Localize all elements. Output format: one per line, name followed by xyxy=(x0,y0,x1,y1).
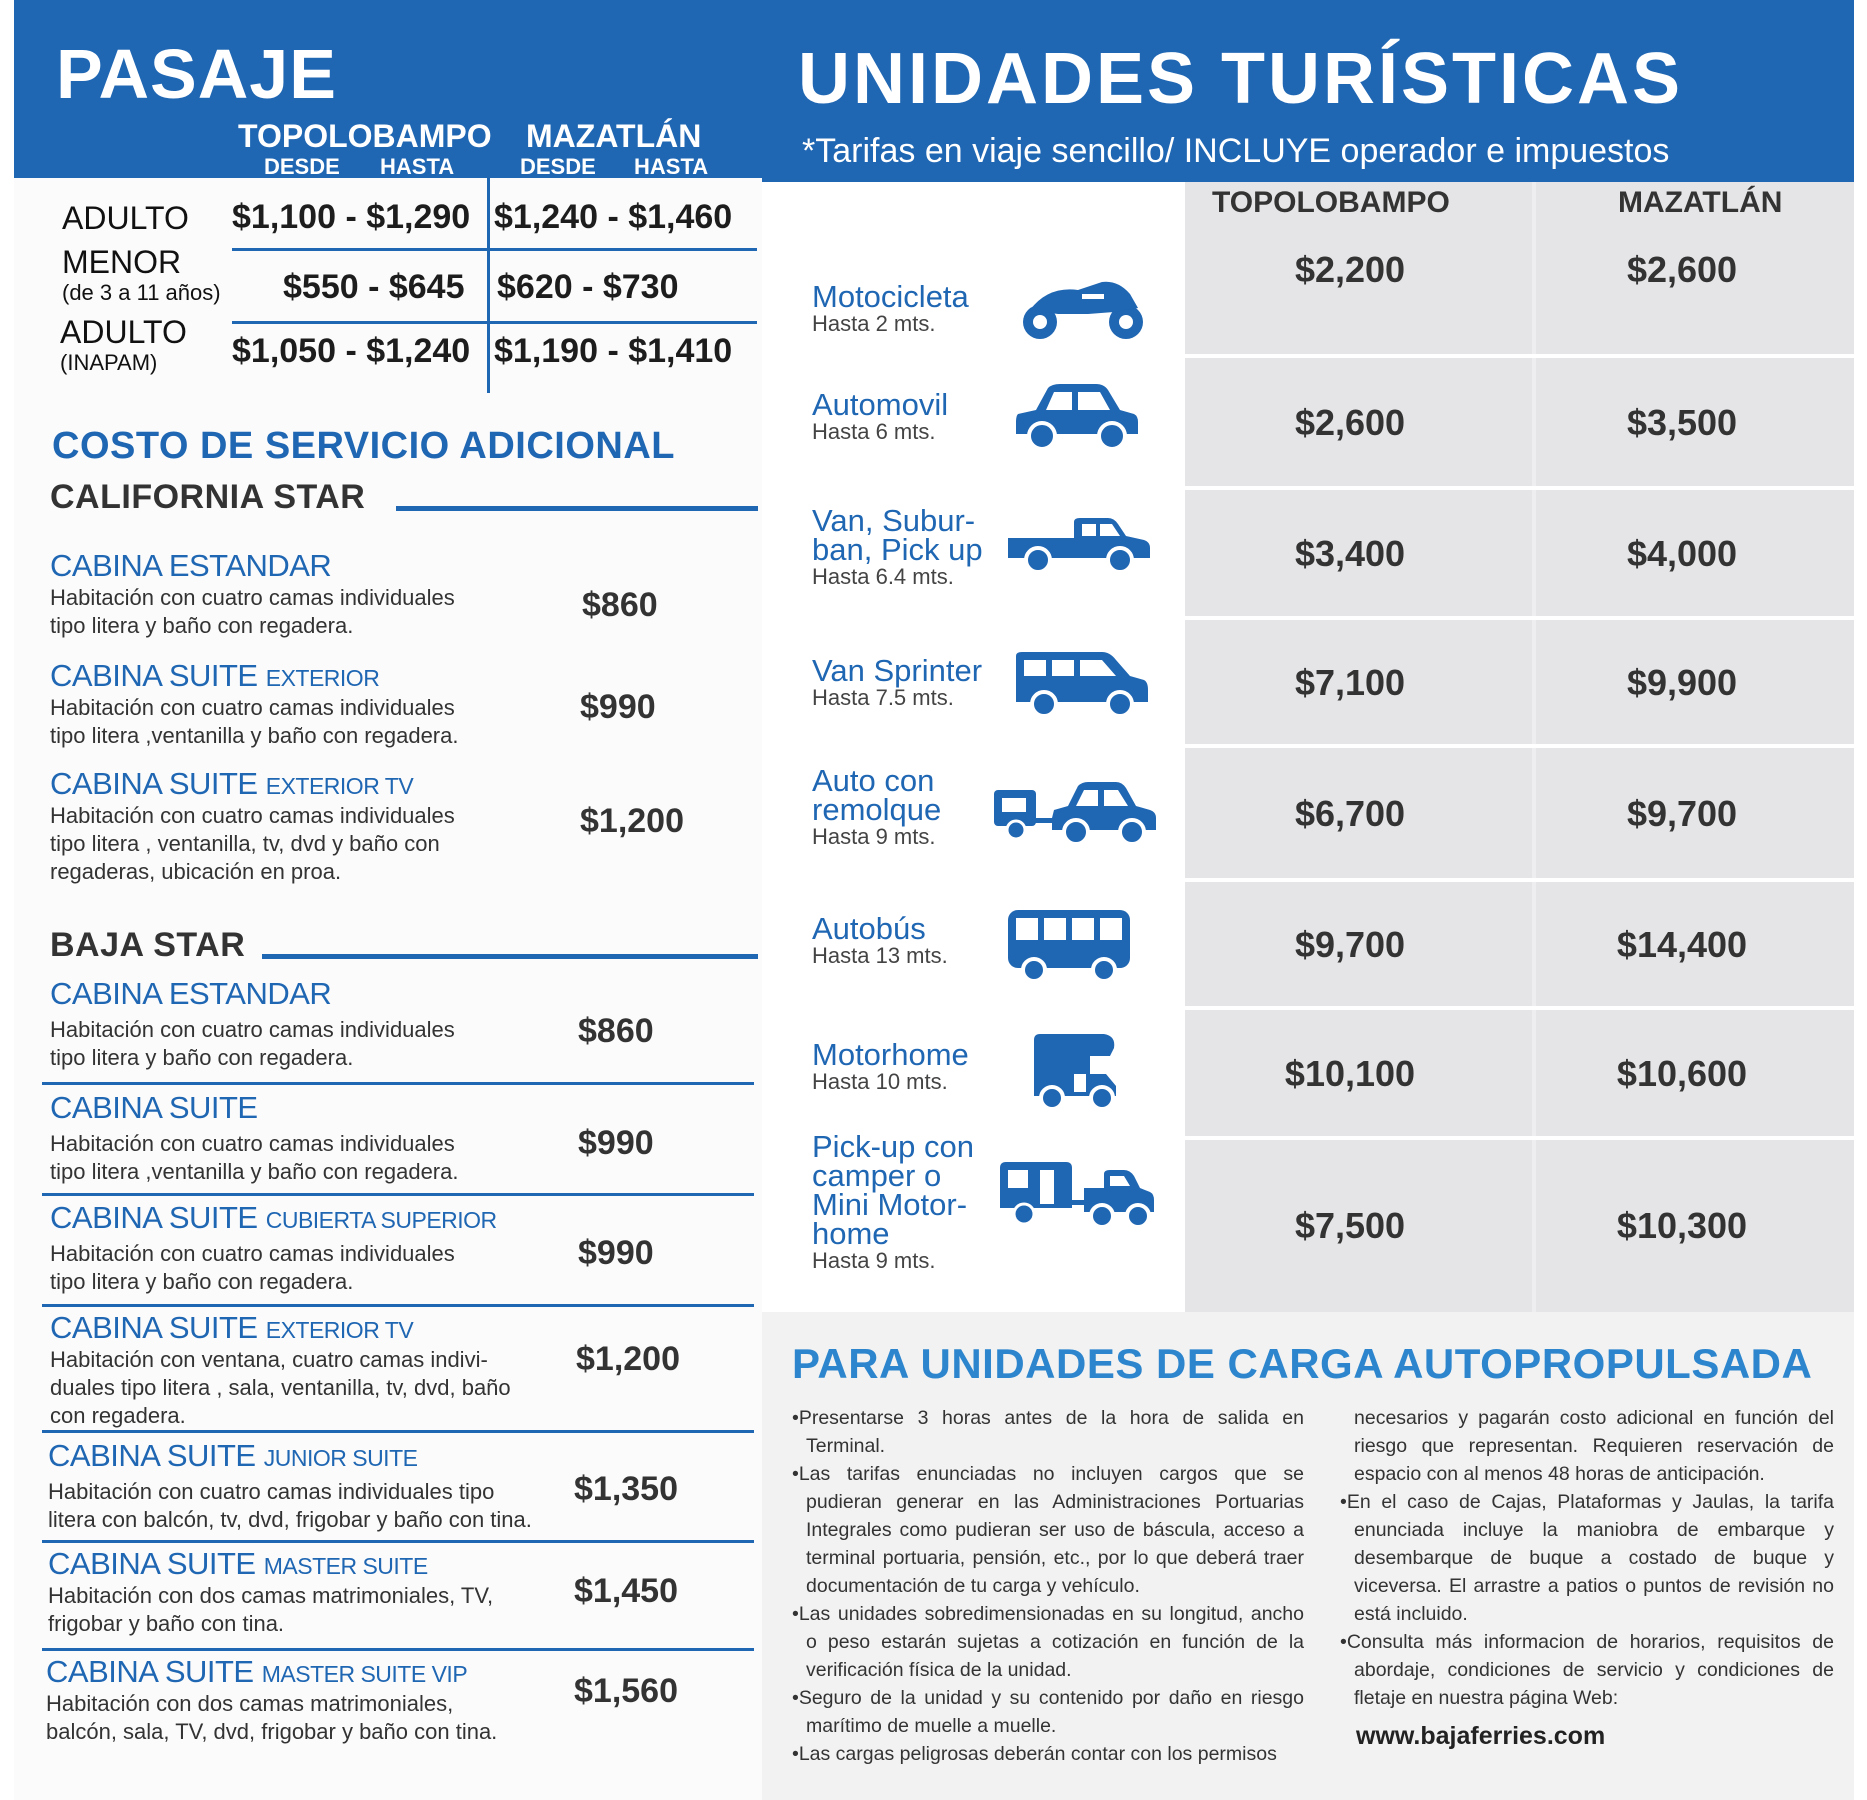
fare-label: MENOR xyxy=(62,244,182,280)
cabin-name: CABINA SUITE MASTER SUITE VIP xyxy=(46,1654,468,1689)
cabin-name: CABINA ESTANDAR xyxy=(50,548,332,583)
vehicle-length: Hasta 9 mts. xyxy=(812,824,936,849)
cabin-price: $1,450 xyxy=(574,1572,678,1610)
carga-title: PARA UNIDADES DE CARGA AUTOPROPULSADA xyxy=(792,1340,1813,1387)
price-mazatlan: $10,600 xyxy=(1616,1053,1748,1094)
pasaje-title: PASAJE xyxy=(56,35,337,113)
cabin-name: CABINA SUITE EXTERIOR TV xyxy=(50,766,414,801)
vehicle-label xyxy=(812,911,1012,969)
fare-maz: $1,240 - $1,460 xyxy=(494,198,733,236)
camper-icon xyxy=(996,1158,1156,1232)
fare-topo: $1,050 - $1,240 xyxy=(232,332,471,370)
cabin-separator xyxy=(42,1540,754,1543)
carga-bullet: •Consulta más informacion de horarios, requisitos de abordaje, condiciones de servicio y condiciones de fletaje en nuestra página Web: xyxy=(1340,1631,1834,1709)
cabin-item xyxy=(50,1310,760,1430)
fare-maz: $620 - $730 xyxy=(497,268,679,306)
price-row-separator xyxy=(1185,616,1854,620)
fare-row-divider xyxy=(232,321,757,324)
price-mazatlan: $3,500 xyxy=(1626,402,1738,443)
cabin-separator xyxy=(42,1304,754,1307)
cabin-price: $860 xyxy=(582,586,658,624)
fare-row-divider xyxy=(232,248,757,251)
price-row-separator xyxy=(1185,486,1854,490)
price-topolobampo: $7,500 xyxy=(1294,1205,1406,1246)
fare-label: ADULTO xyxy=(62,200,189,236)
cabin-name: CABINA SUITE MASTER SUITE xyxy=(48,1546,428,1581)
carga-section xyxy=(762,1312,1854,1800)
vehicle-name: Van Sprinter xyxy=(812,653,983,688)
cabin-item xyxy=(50,1090,760,1186)
cabin-item xyxy=(50,658,760,750)
cabin-name: CABINA SUITE EXTERIOR TV xyxy=(50,1310,414,1345)
cabin-name: CABINA SUITE EXTERIOR xyxy=(50,658,380,693)
maz-desde: DESDE xyxy=(520,154,596,179)
vehicle-label xyxy=(812,1129,1012,1274)
vehicle-name: Motorhome xyxy=(812,1037,969,1072)
car-icon xyxy=(1012,380,1142,452)
cabin-price: $990 xyxy=(578,1234,654,1272)
cabin-desc: Habitación con cuatro camas individuales tipo litera con balcón, tv, dvd, frigobar y baño con tina. xyxy=(48,1479,532,1532)
price-topolobampo: $9,700 xyxy=(1294,924,1406,965)
price-topolobampo: $7,100 xyxy=(1294,662,1406,703)
price-topolobampo: $6,700 xyxy=(1294,793,1406,834)
cabin-item xyxy=(50,1200,760,1296)
price-row-separator xyxy=(1185,1006,1854,1010)
vehicle-name: home xyxy=(812,1216,890,1251)
carga-bullet: •Las unidades sobredimensionadas en su longitud, ancho o peso estarán sujetas a cotización en función de la verificación física de la unidad. xyxy=(792,1603,1304,1681)
cabin-desc: Habitación con cuatro camas individuales tipo litera y baño con regadera. xyxy=(50,1017,455,1070)
route-mazatlan: MAZATLÁN xyxy=(526,118,702,154)
vehicle-length: Hasta 9 mts. xyxy=(812,1248,936,1273)
vehicle-name: ban, Pick up xyxy=(812,532,983,567)
unidades-title: UNIDADES TURÍSTICAS xyxy=(798,39,1684,119)
price-row-separator xyxy=(1185,1136,1854,1140)
vehicle-label xyxy=(812,763,1012,850)
cabin-separator xyxy=(42,1648,754,1651)
carga-bullet: •Presentarse 3 horas antes de la hora de salida en Terminal. xyxy=(792,1407,1304,1457)
topo-hasta: HASTA xyxy=(380,154,455,179)
cabin-item xyxy=(50,548,760,640)
unidades-header xyxy=(762,0,1854,182)
vehicle-name: Automovil xyxy=(812,387,949,422)
carga-bullet: •Seguro de la unidad y su contenido por daño en riesgo marítimo de muelle a muelle. xyxy=(792,1687,1304,1737)
cabin-price: $1,350 xyxy=(574,1470,678,1508)
ship-title-california: CALIFORNIA STAR xyxy=(50,478,366,516)
vehicle-length: Hasta 7.5 mts. xyxy=(812,685,954,710)
cabin-separator xyxy=(42,1430,754,1433)
fare-topo: $550 - $645 xyxy=(283,268,465,306)
price-mazatlan: $9,900 xyxy=(1626,662,1738,703)
price-mazatlan: $10,300 xyxy=(1616,1205,1748,1246)
price-mazatlan: $14,400 xyxy=(1616,924,1748,965)
cabin-name: CABINA SUITE JUNIOR SUITE xyxy=(48,1438,418,1473)
vehicle-name: camper o xyxy=(812,1158,942,1193)
pickup-icon xyxy=(1004,514,1154,574)
pasaje-header xyxy=(14,0,762,178)
vehicle-length: Hasta 6 mts. xyxy=(812,419,936,444)
cabin-desc: Habitación con cuatro camas individuales tipo litera y baño con regadera. xyxy=(50,585,455,638)
cabin-desc: Habitación con ventana, cuatro camas indivi- duales tipo litera , sala, ventanilla, tv, dvd, baño con regadera. xyxy=(50,1347,511,1428)
vehicle-label xyxy=(812,279,1012,337)
cabin-item xyxy=(50,766,760,886)
cabin-desc: Habitación con cuatro camas individuales tipo litera , ventanilla, tv, dvd y baño con regaderas, ubicación en proa. xyxy=(50,803,455,884)
price-topolobampo: $2,200 xyxy=(1294,249,1406,290)
van-icon xyxy=(1012,648,1152,718)
cabin-item xyxy=(48,1546,760,1638)
cabin-price: $860 xyxy=(578,1012,654,1050)
price-topolobampo: $2,600 xyxy=(1294,402,1406,443)
price-row-separator xyxy=(1185,354,1854,358)
unidades-subtitle: *Tarifas en viaje sencillo/ INCLUYE operador e impuestos xyxy=(802,132,1670,170)
cabin-desc: Habitación con dos camas matrimoniales, TV, frigobar y baño con tina. xyxy=(48,1583,494,1636)
fare-sublabel: (INAPAM) xyxy=(60,350,158,375)
vehicle-label xyxy=(812,1037,1012,1095)
price-mazatlan: $4,000 xyxy=(1626,533,1738,574)
ship-title-baja: BAJA STAR xyxy=(50,926,246,964)
col-head-mazatlan: MAZATLÁN xyxy=(1618,186,1783,219)
price-mazatlan: $2,600 xyxy=(1626,249,1738,290)
vehicle-length: Hasta 10 mts. xyxy=(812,1069,948,1094)
vehicle-length: Hasta 13 mts. xyxy=(812,943,948,968)
fare-topo: $1,100 - $1,290 xyxy=(232,198,471,236)
ship-underline xyxy=(262,954,758,959)
cabin-price: $1,200 xyxy=(580,802,684,840)
fare-maz: $1,190 - $1,410 xyxy=(494,332,733,370)
carga-bullet: •Las cargas peligrosas deberán contar con los permisos xyxy=(792,1743,1277,1765)
cabin-separator xyxy=(42,1082,754,1085)
servicio-title: COSTO DE SERVICIO ADICIONAL xyxy=(52,425,675,467)
fare-sublabel: (de 3 a 11 años) xyxy=(62,280,221,305)
topo-desde: DESDE xyxy=(264,154,340,179)
vehicle-name: remolque xyxy=(812,792,942,827)
fare-table xyxy=(0,178,762,398)
price-mazatlan: $9,700 xyxy=(1626,793,1738,834)
vehicle-name: Auto con xyxy=(812,763,935,798)
vehicle-label xyxy=(812,503,1012,590)
vehicle-name: Autobús xyxy=(812,911,926,946)
fare-col-divider xyxy=(487,178,490,393)
vehicle-label xyxy=(812,387,1012,445)
bus-icon xyxy=(1004,906,1134,984)
vehicle-name: Van, Subur- xyxy=(812,503,976,538)
cabin-desc: Habitación con cuatro camas individuales tipo litera ,ventanilla y baño con regadera. xyxy=(50,1131,459,1184)
cabin-name: CABINA ESTANDAR xyxy=(50,976,332,1011)
maz-hasta: HASTA xyxy=(634,154,709,179)
car-trailer-icon xyxy=(990,776,1160,846)
vehicle-name: Pick-up con xyxy=(812,1129,974,1164)
cabin-separator xyxy=(42,1193,754,1196)
fare-label: ADULTO xyxy=(60,314,187,350)
col-head-topolobampo: TOPOLOBAMPO xyxy=(1212,186,1450,219)
carga-bullet: •Las tarifas enunciadas no incluyen cargos que se pudieran generar en las Administraciones Portuarias Integrales como pudieran ser uso de báscula, acceso a terminal portuaria, pensión, etc., por lo que deberá traer documentación de tu carga y vehículo. xyxy=(792,1463,1304,1597)
cabin-price: $990 xyxy=(578,1124,654,1162)
cabin-price: $990 xyxy=(580,688,656,726)
cabin-name: CABINA SUITE CUBIERTA SUPERIOR xyxy=(50,1200,497,1235)
cabin-desc: Habitación con cuatro camas individuales tipo litera ,ventanilla y baño con regadera. xyxy=(50,695,459,748)
cabin-item xyxy=(50,976,760,1072)
motorcycle-icon xyxy=(1018,272,1148,342)
price-row-separator xyxy=(1185,744,1854,748)
website-link[interactable]: www.bajaferries.com xyxy=(1356,1722,1606,1750)
vehicle-name: Mini Motor- xyxy=(812,1187,968,1222)
cabin-name: CABINA SUITE xyxy=(50,1090,258,1125)
vehicle-name: Motocicleta xyxy=(812,279,969,314)
price-row-separator xyxy=(1185,878,1854,882)
cabin-price: $1,560 xyxy=(574,1672,678,1710)
carga-bullet: necesarios y pagarán costo adicional en función del riesgo que representan. Requieren reservación de espacio con al menos 48 horas de anticipación. xyxy=(1354,1407,1834,1485)
vehicle-length: Hasta 2 mts. xyxy=(812,311,936,336)
cabin-price: $1,200 xyxy=(576,1340,680,1378)
carga-bullet: •En el caso de Cajas, Plataformas y Jaulas, la tarifa enunciada incluye la maniobra de embarque y desembarque de buque a costado de buque y viceversa. El arrastre a patios o puntos de revisión no está incluido. xyxy=(1340,1491,1834,1625)
ship-underline xyxy=(396,506,758,511)
price-topolobampo: $10,100 xyxy=(1284,1053,1416,1094)
cabin-desc: Habitación con dos camas matrimoniales, balcón, sala, TV, dvd, frigobar y baño con tina. xyxy=(46,1691,498,1744)
carga-left-column xyxy=(792,1404,1304,1768)
cabin-desc: Habitación con cuatro camas individuales tipo litera y baño con regadera. xyxy=(50,1241,455,1294)
motorhome-icon xyxy=(1030,1030,1120,1112)
vehicle-length: Hasta 6.4 mts. xyxy=(812,564,954,589)
carga-right-column xyxy=(1340,1404,1834,1750)
route-topolobampo: TOPOLOBAMPO xyxy=(238,118,492,154)
price-topolobampo: $3,400 xyxy=(1294,533,1406,574)
cabin-item xyxy=(48,1438,760,1534)
vehicle-label xyxy=(812,653,1012,711)
cabin-item xyxy=(46,1654,758,1746)
